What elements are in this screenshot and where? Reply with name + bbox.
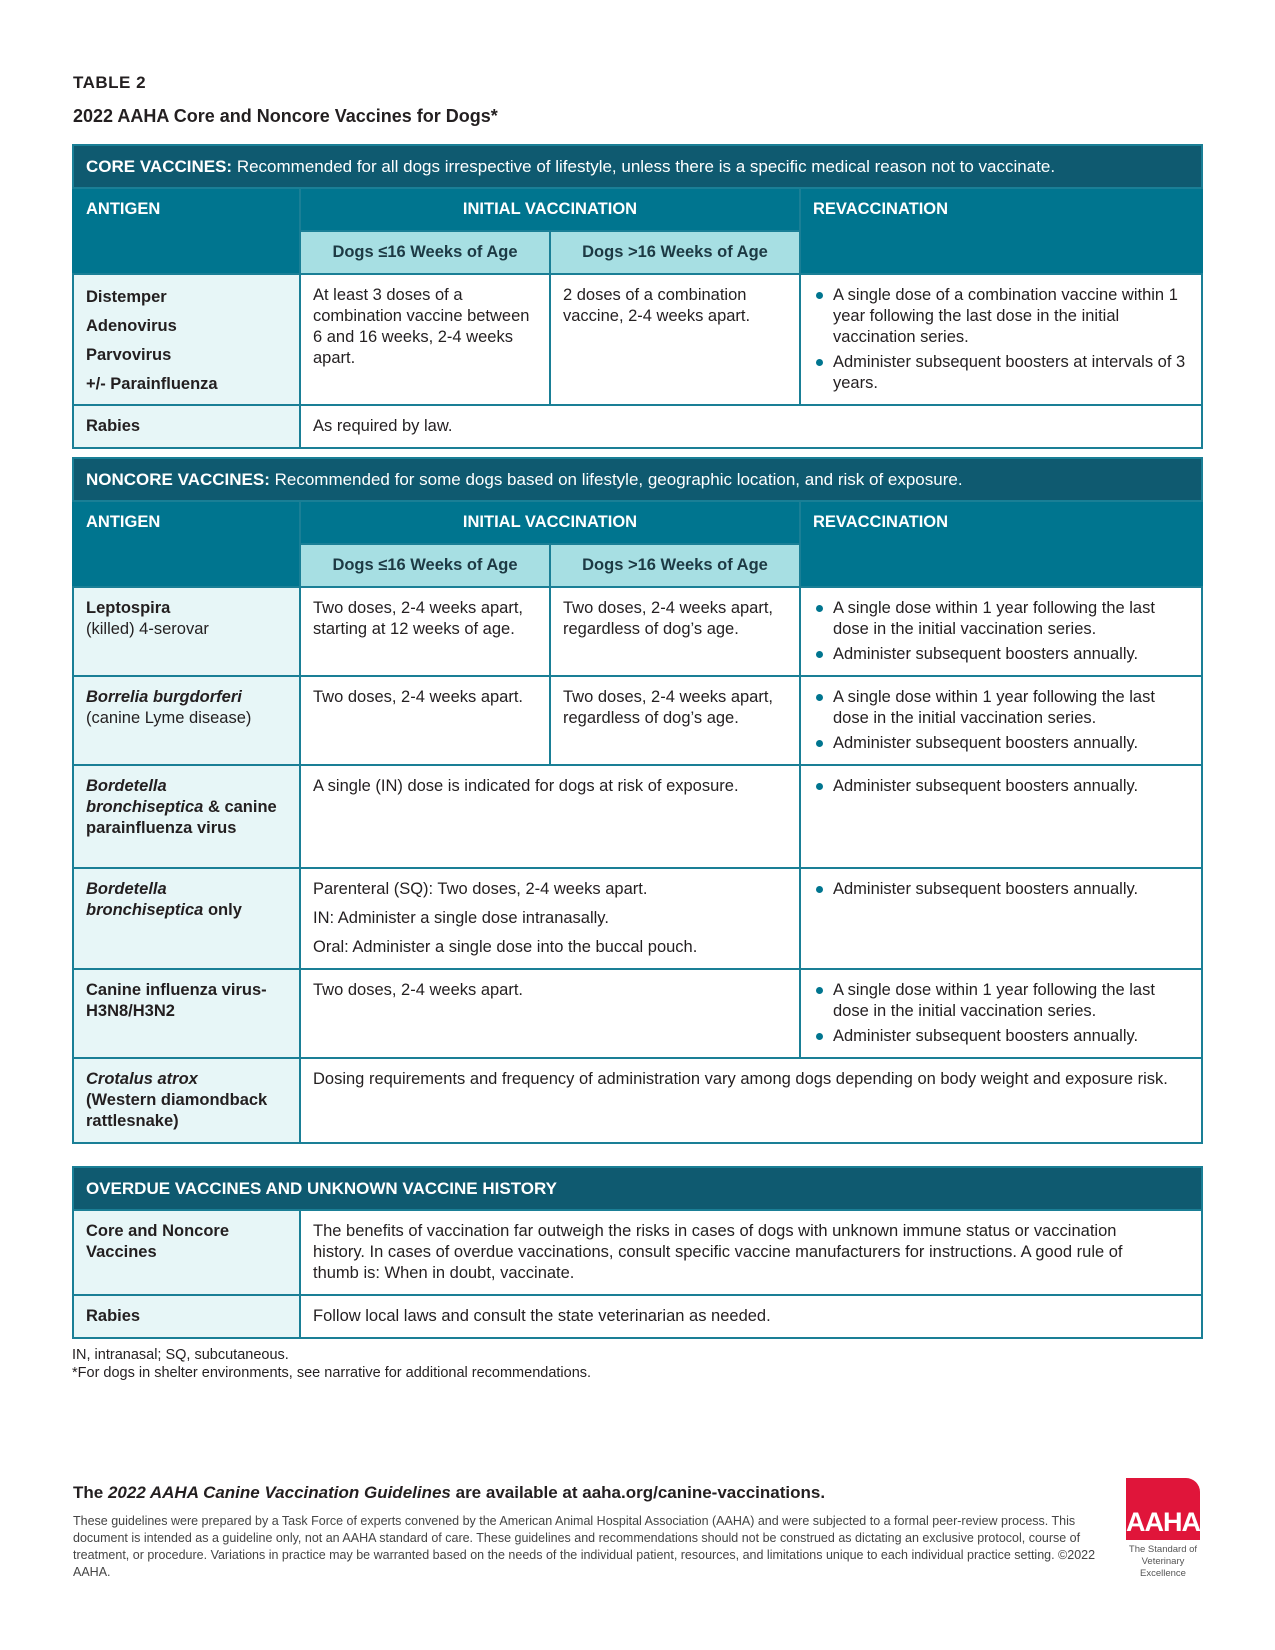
col-revaccination: REVACCINATION bbox=[800, 188, 1202, 274]
cell-revacc bbox=[800, 587, 1202, 676]
table-row bbox=[73, 1058, 1202, 1143]
cell-revacc bbox=[800, 274, 1202, 405]
cell-overdue-core-noncore: The benefits of vaccination far outweigh the risks in cases of dogs with unknown immune status or vaccination history. In cases of overdue vaccinations, consult specific vaccine manufacturers for instructions. A good rule of thumb is: When in doubt, vaccinate. bbox=[300, 1210, 1202, 1295]
antigen-bordetella-only-rest: only bbox=[203, 901, 242, 919]
cell-initial: A single (IN) dose is indicated for dogs at risk of exposure. bbox=[300, 765, 800, 868]
antigen-distemper: Distemper bbox=[86, 288, 167, 306]
antigen-parainfluenza: +/- Parainfluenza bbox=[86, 375, 218, 393]
cell-revacc bbox=[800, 765, 1202, 868]
cell-revacc bbox=[800, 676, 1202, 765]
availability-note: The 2022 AAHA Canine Vaccination Guidelines are available at aaha.org/canine-vaccinations. bbox=[73, 1483, 826, 1502]
cell-initial: Two doses, 2-4 weeks apart. bbox=[300, 969, 800, 1058]
antigen-parvovirus: Parvovirus bbox=[86, 346, 172, 364]
table-row bbox=[73, 274, 1202, 405]
list-item: Administer subsequent boosters annually. bbox=[813, 644, 1189, 665]
overdue-section-header: OVERDUE VACCINES AND UNKNOWN VACCINE HISTORY bbox=[73, 1167, 1202, 1210]
antigen-canine-influenza: Canine influenza virus-H3N8/H3N2 bbox=[86, 981, 267, 1020]
col-initial-vaccination: INITIAL VACCINATION bbox=[300, 188, 800, 231]
list-item: A single dose within 1 year following the last dose in the initial vaccination series. bbox=[813, 980, 1189, 1022]
cell-crotalus: Dosing requirements and frequency of administration vary among dogs depending on body weight and exposure risk. bbox=[300, 1058, 1202, 1143]
table-row bbox=[73, 765, 1202, 868]
list-item: Administer subsequent boosters at intervals of 3 years. bbox=[813, 352, 1189, 394]
col-antigen: ANTIGEN bbox=[73, 501, 300, 587]
antigen-sub: (killed) 4-serovar bbox=[86, 620, 209, 638]
col-dogs-over-16: Dogs >16 Weeks of Age bbox=[550, 544, 800, 587]
list-item: Oral: Administer a single dose into the buccal pouch. bbox=[313, 938, 698, 956]
antigen-crotalus: Crotalus atrox bbox=[86, 1070, 198, 1088]
overdue-vaccines-table bbox=[72, 1166, 1203, 1339]
cell-old: 2 doses of a combination vaccine, 2-4 weeks apart. bbox=[550, 274, 800, 405]
col-initial-vaccination: INITIAL VACCINATION bbox=[300, 501, 800, 544]
noncore-vaccines-table bbox=[72, 457, 1203, 1144]
table-row bbox=[73, 587, 1202, 676]
table-title: 2022 AAHA Core and Noncore Vaccines for Dogs* bbox=[73, 106, 498, 126]
col-antigen: ANTIGEN bbox=[73, 188, 300, 274]
cell-initial bbox=[300, 868, 800, 969]
antigen-bordetella-cpiv: Bordetella bronchiseptica bbox=[86, 777, 204, 816]
list-item: A single dose of a combination vaccine within 1 year following the last dose in the initial vaccination series. bbox=[813, 285, 1189, 348]
antigen-sub: (canine Lyme disease) bbox=[86, 709, 252, 727]
antigen-rabies: Rabies bbox=[86, 417, 141, 435]
list-item: Administer subsequent boosters annually. bbox=[813, 1026, 1189, 1047]
cell-young: Two doses, 2-4 weeks apart, starting at 12 weeks of age. bbox=[300, 587, 550, 676]
cell-revacc bbox=[800, 969, 1202, 1058]
cell-old: Two doses, 2-4 weeks apart, regardless of dog’s age. bbox=[550, 676, 800, 765]
list-item: Administer subsequent boosters annually. bbox=[813, 879, 1189, 900]
cell-overdue-rabies: Follow local laws and consult the state veterinarian as needed. bbox=[300, 1295, 1202, 1338]
overdue-rabies-label: Rabies bbox=[86, 1307, 141, 1325]
table-label: TABLE 2 bbox=[73, 73, 147, 92]
col-dogs-over-16: Dogs >16 Weeks of Age bbox=[550, 231, 800, 274]
cell-old: Two doses, 2-4 weeks apart, regardless of dog’s age. bbox=[550, 587, 800, 676]
cell-revacc bbox=[800, 868, 1202, 969]
logo-tagline: The Standard of Veterinary Excellence bbox=[1128, 1544, 1198, 1579]
list-item: A single dose within 1 year following the last dose in the initial vaccination series. bbox=[813, 687, 1189, 729]
aaha-logo bbox=[1126, 1478, 1200, 1580]
antigen-bordetella-only: Bordetella bronchiseptica bbox=[86, 880, 204, 919]
antigen-borrelia: Borrelia burgdorferi bbox=[86, 688, 242, 706]
footnote: IN, intranasal; SQ, subcutaneous. bbox=[72, 1347, 289, 1363]
table-row bbox=[73, 676, 1202, 765]
noncore-section-header: NONCORE VACCINES: Recommended for some dogs based on lifestyle, geographic location, and risk of exposure. bbox=[73, 458, 1202, 501]
footnote: *For dogs in shelter environments, see narrative for additional recommendations. bbox=[72, 1365, 592, 1381]
col-dogs-16-or-less: Dogs ≤16 Weeks of Age bbox=[300, 231, 550, 274]
antigen-bordetella-cpiv-rest: & canine parainfluenza virus bbox=[86, 798, 277, 837]
list-item: IN: Administer a single dose intranasally. bbox=[313, 909, 609, 927]
cell-young: Two doses, 2-4 weeks apart. bbox=[300, 676, 550, 765]
list-item: Administer subsequent boosters annually. bbox=[813, 733, 1189, 754]
table-row bbox=[73, 1295, 1202, 1338]
list-item: Parenteral (SQ): Two doses, 2-4 weeks apart. bbox=[313, 880, 648, 898]
antigen-adenovirus: Adenovirus bbox=[86, 317, 177, 335]
disclaimer: These guidelines were prepared by a Task Force of experts convened by the American Animal Hospital Association (AAHA) and were subjected to a formal peer-review process. This document is intended as a guideline only, not an AAHA standard of care. These guidelines and recommendations should not be construed as dictating an exclusive protocol, course of treatment, or procedure. Variations in practice may be warranted based on the needs of the individual patient, resources, and limitations unique to each individual practice setting. ©2022 AAHA. bbox=[73, 1514, 1096, 1579]
table-row bbox=[73, 969, 1202, 1058]
table-row bbox=[73, 405, 1202, 448]
cell-young: At least 3 doses of a combination vaccine between 6 and 16 weeks, 2-4 weeks apart. bbox=[300, 274, 550, 405]
core-section-header: CORE VACCINES: Recommended for all dogs irrespective of lifestyle, unless there is a specific medical reason not to vaccinate. bbox=[73, 145, 1202, 188]
footnotes bbox=[72, 1346, 591, 1382]
cell-rabies: As required by law. bbox=[300, 405, 1202, 448]
list-item: A single dose within 1 year following the last dose in the initial vaccination series. bbox=[813, 598, 1189, 640]
list-item: Administer subsequent boosters annually. bbox=[813, 776, 1189, 797]
table-row bbox=[73, 868, 1202, 969]
core-vaccines-table bbox=[72, 144, 1203, 449]
table-row bbox=[73, 1210, 1202, 1295]
antigen-crotalus-rest: (Western diamondback rattlesnake) bbox=[86, 1091, 268, 1130]
logo-text: AAHA bbox=[1126, 1507, 1200, 1537]
overdue-core-noncore-label: Core and Noncore Vaccines bbox=[86, 1222, 230, 1261]
col-revaccination: REVACCINATION bbox=[800, 501, 1202, 587]
col-dogs-16-or-less: Dogs ≤16 Weeks of Age bbox=[300, 544, 550, 587]
antigen-leptospira: Leptospira bbox=[86, 599, 171, 617]
